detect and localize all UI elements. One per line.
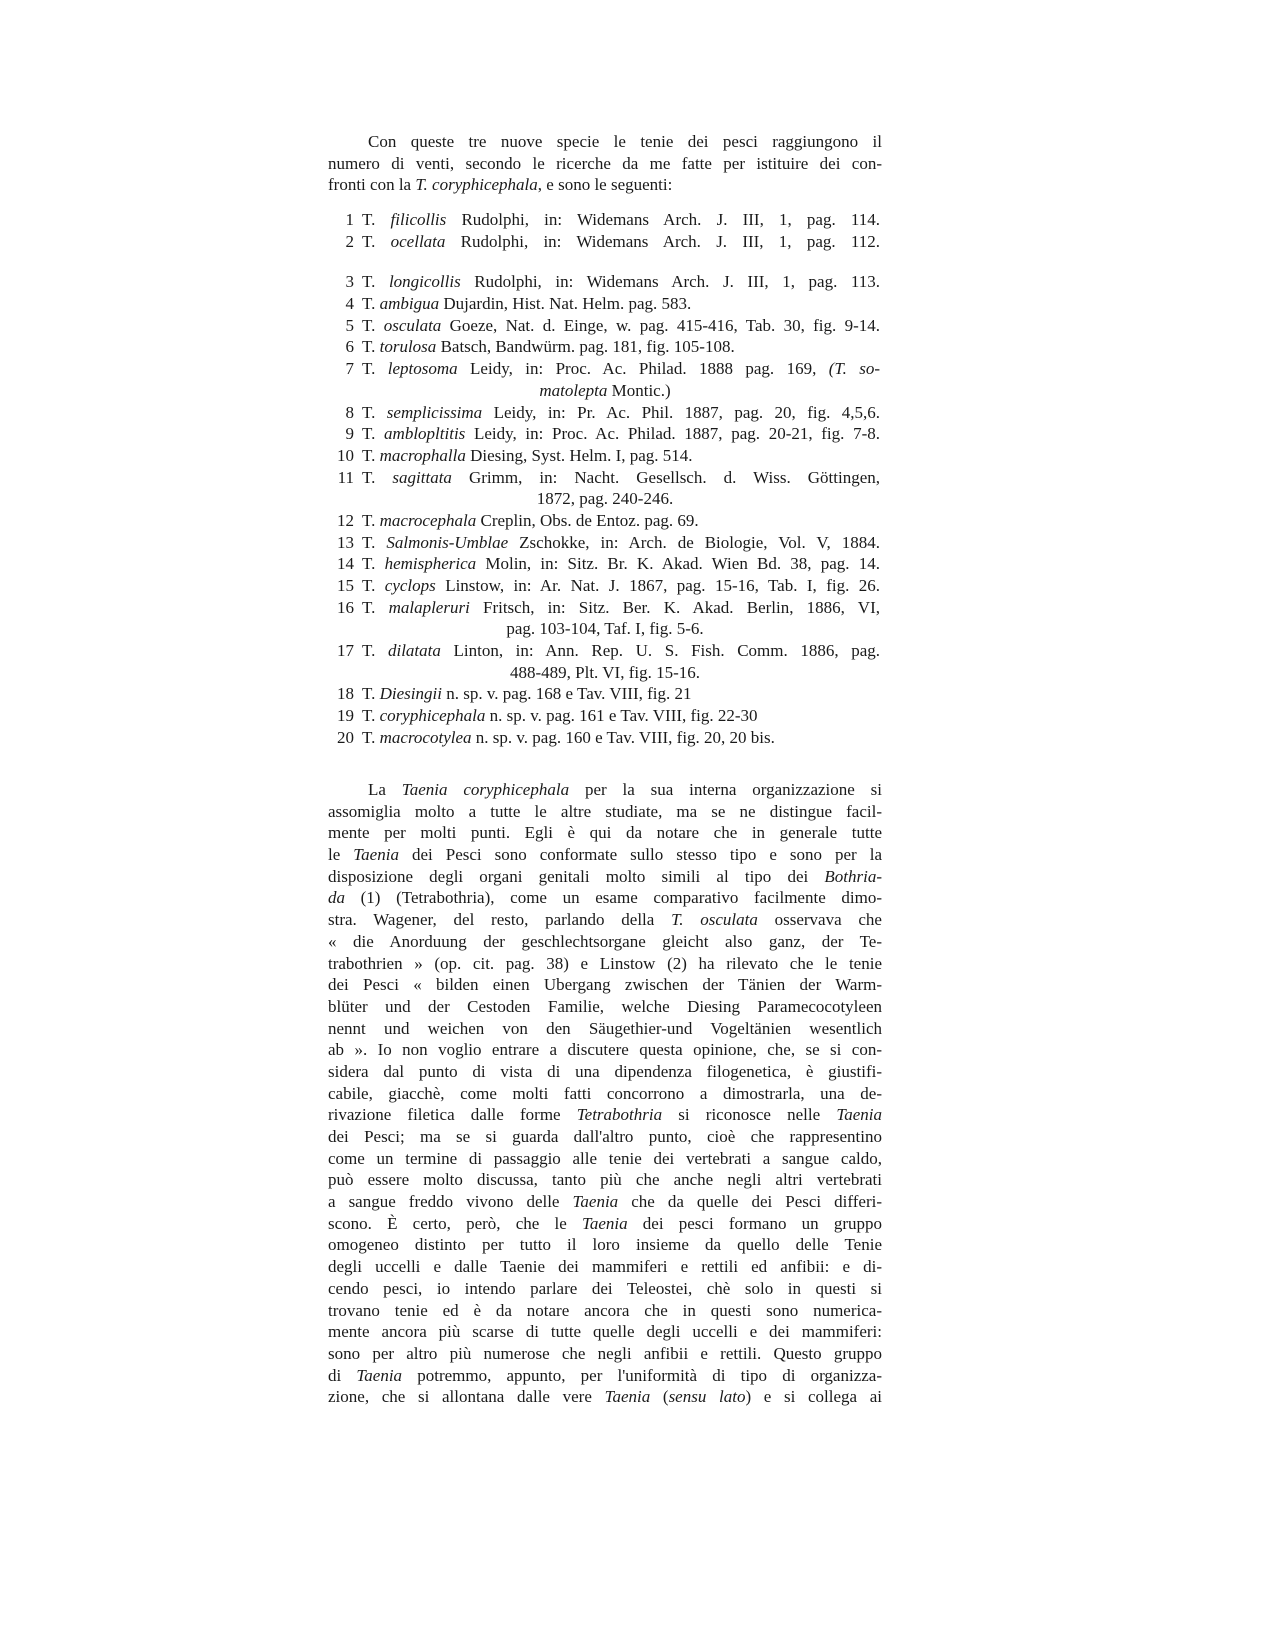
text-run: si riconosce nelle xyxy=(662,1105,837,1125)
text-line xyxy=(328,1083,882,1105)
text-run: T. xyxy=(362,706,380,726)
italic-text: filicollis xyxy=(390,210,447,229)
text-run: pag. 103-104, Taf. I, fig. 5-6. xyxy=(506,619,704,639)
text-run: Batsch, Bandwürm. pag. 181, fig. 105-108. xyxy=(436,337,735,357)
text-run: T. xyxy=(362,554,385,574)
item-number: 11 xyxy=(337,467,354,487)
italic-text: Diesingii xyxy=(379,684,442,704)
text-run: T. xyxy=(362,359,388,379)
text-run: Grimm, in: Nacht. Gesellsch. d. Wiss. Göttingen, xyxy=(451,467,880,487)
item-entry xyxy=(362,445,880,467)
italic-text: Taenia xyxy=(356,1365,403,1385)
italic-text: (T. so- xyxy=(828,359,880,379)
italic-text: macrophalla xyxy=(379,445,466,465)
text-run: Leidy, in: Pr. Ac. Phil. 1887, pag. 20, fig. 4,5,6. xyxy=(482,402,881,422)
text-line xyxy=(328,1300,882,1322)
text-line xyxy=(328,1321,882,1343)
text-line xyxy=(328,662,882,684)
item-number: 3 xyxy=(345,272,354,292)
text-run: nennt und weichen von den Säugethier-und Vogeltänien wesentlich xyxy=(328,1018,882,1038)
text-line xyxy=(328,1018,882,1040)
text-line xyxy=(328,1039,882,1061)
species-list xyxy=(328,209,882,749)
text-run: le xyxy=(328,845,354,865)
text-run: Zschokke, in: Arch. de Biologie, Vol. V, 1884. xyxy=(508,532,880,552)
item-entry xyxy=(362,336,880,358)
item-number: 13 xyxy=(337,532,354,552)
italic-text: Taenia xyxy=(572,1192,619,1212)
list-item xyxy=(328,336,882,358)
text-line xyxy=(328,618,882,640)
text-run: dei Pesci sono conformate sullo stesso tipo e sono per la xyxy=(398,845,882,865)
body-paragraph xyxy=(328,779,882,1408)
text-run: T. xyxy=(362,597,389,617)
text-run: T. xyxy=(362,315,384,335)
text-run: a sangue freddo vivono delle xyxy=(328,1192,573,1212)
text-run: Rudolphi, in: Widemans Arch. J. III, 1, pag. 114. xyxy=(446,210,880,229)
text-run: rivazione filetica dalle forme xyxy=(328,1105,577,1125)
italic-text: T. coryphicephala xyxy=(415,175,538,195)
italic-text: dilatata xyxy=(387,641,441,661)
text-run: Con queste tre nuove specie le tenie dei pesci raggiungono il xyxy=(368,132,882,151)
item-entry xyxy=(362,358,880,380)
text-run: blüter und der Cestoden Familie, welche Diesing Paramecocotyleen xyxy=(328,996,882,1016)
italic-text: semplicissima xyxy=(386,402,483,422)
italic-text: matolepta xyxy=(539,380,608,400)
italic-text: Salmonis-Umblae xyxy=(386,532,509,552)
text-line xyxy=(328,131,882,153)
list-item xyxy=(328,727,882,749)
text-run: Creplin, Obs. de Entoz. pag. 69. xyxy=(476,510,699,530)
text-run: può essere molto discussa, tanto più che anche negli altri vertebrati xyxy=(328,1170,882,1190)
text-line xyxy=(328,174,882,196)
text-run: fronti con la xyxy=(328,175,416,195)
text-run: T. xyxy=(362,510,380,530)
intro-paragraph xyxy=(328,131,882,196)
text-run: n. sp. v. pag. 161 e Tav. VIII, fig. 22-30 xyxy=(485,706,758,726)
italic-text: macrocotylea xyxy=(379,727,472,747)
text-line xyxy=(328,822,882,844)
italic-text: amblopltitis xyxy=(384,424,466,444)
text-run: Montic.) xyxy=(607,380,671,400)
text-run: dei pesci formano un gruppo xyxy=(627,1213,882,1233)
list-item xyxy=(328,293,882,315)
italic-text: malapleruri xyxy=(388,597,470,617)
text-run: Goeze, Nat. d. Einge, w. pag. 415-416, Tab. 30, fig. 9-14. xyxy=(441,315,881,335)
text-run: osservava che xyxy=(757,910,882,930)
list-item xyxy=(328,683,882,705)
text-run: scono. È certo, però, che le xyxy=(328,1213,582,1233)
item-entry xyxy=(362,209,880,231)
text-line xyxy=(328,1278,882,1300)
text-run: disposizione degli organi genitali molto simili al tipo dei xyxy=(328,866,825,886)
item-entry xyxy=(362,640,880,662)
text-run: per la sua interna organizzazione si xyxy=(569,780,883,799)
text-line xyxy=(328,1234,882,1256)
text-run: T. xyxy=(362,684,380,704)
item-entry xyxy=(362,532,880,554)
text-run: Dujardin, Hist. Nat. Helm. pag. 583. xyxy=(439,294,692,314)
text-line xyxy=(328,866,882,888)
text-run: T. xyxy=(362,231,391,251)
text-run: ab ». Io non voglio entrare a discutere questa opinione, che, se si con- xyxy=(328,1040,882,1060)
text-line xyxy=(328,779,882,801)
item-number: 4 xyxy=(345,294,354,314)
spacer xyxy=(328,252,882,271)
item-number: 15 xyxy=(337,576,354,595)
text-run: assomiglia molto a tutte le altre studiate, ma se ne distingue facil- xyxy=(328,801,882,821)
text-run: dei Pesci « bilden einen Ubergang zwischen der Tänien der Warm- xyxy=(328,975,882,995)
text-line xyxy=(328,887,882,909)
text-run: Leidy, in: Proc. Ac. Philad. 1887, pag. 20-21, fig. 7-8. xyxy=(465,424,880,444)
item-entry xyxy=(362,271,880,293)
italic-text: Tetrabothria xyxy=(576,1105,663,1125)
text-line xyxy=(328,380,882,402)
italic-text: Bothria- xyxy=(824,866,882,886)
text-run: T. xyxy=(362,727,380,747)
text-line xyxy=(328,1343,882,1365)
list-item xyxy=(328,315,882,337)
list-item xyxy=(328,510,882,532)
text-run: sono per altro più numerose che negli anfibii e rettili. Questo gruppo xyxy=(328,1343,882,1363)
italic-text: cyclops xyxy=(384,576,436,595)
text-run: T. xyxy=(362,402,387,422)
list-item xyxy=(328,640,882,662)
text-run: 488-489, Plt. VI, fig. 15-16. xyxy=(510,662,700,682)
text-run: degli uccelli e dalle Taenie dei mammiferi e rettili ed anfibii: e di- xyxy=(328,1257,882,1277)
text-run: T. xyxy=(362,272,389,292)
text-run: Fritsch, in: Sitz. Ber. K. Akad. Berlin, 1886, VI, xyxy=(469,597,880,617)
text-run: T. xyxy=(362,467,393,487)
text-run: T. xyxy=(362,210,391,229)
text-run: Leidy, in: Proc. Ac. Philad. 1888 pag. 169, xyxy=(457,359,829,379)
item-number: 10 xyxy=(337,445,354,465)
text-run: zione, che si allontana dalle vere xyxy=(328,1387,605,1407)
list-item xyxy=(328,231,882,253)
text-run: Rudolphi, in: Widemans Arch. J. III, 1, pag. 113. xyxy=(460,272,880,292)
italic-text: Taenia xyxy=(581,1213,628,1233)
text-run: Linton, in: Ann. Rep. U. S. Fish. Comm. 1886, pag. xyxy=(440,641,881,661)
text-run: ) e si collega ai xyxy=(745,1387,882,1407)
item-number: 14 xyxy=(337,554,354,574)
text-line xyxy=(328,1104,882,1126)
text-line xyxy=(328,1256,882,1278)
text-run: « die Anorduung der geschlechtsorgane gleicht also ganz, der Te- xyxy=(328,931,882,951)
item-entry xyxy=(362,467,880,489)
italic-text: ocellata xyxy=(390,231,446,251)
text-run: Diesing, Syst. Helm. I, pag. 514. xyxy=(465,445,693,465)
text-line xyxy=(328,1148,882,1170)
text-line xyxy=(328,909,882,931)
italic-text: sensu lato xyxy=(668,1387,746,1407)
italic-text: Taenia xyxy=(353,845,399,865)
italic-text: longicollis xyxy=(388,272,461,292)
text-run: Rudolphi, in: Widemans Arch. J. III, 1, pag. 112. xyxy=(445,231,880,251)
italic-text: Taenia coryphicephala xyxy=(401,780,570,799)
text-run: trovano tenie ed è da notare ancora che in questi sono numerica- xyxy=(328,1300,882,1320)
text-run: cabile, giacchè, come molti fatti concorrono a dimostrarla, una de- xyxy=(328,1083,882,1103)
text-run: mente per molti punti. Egli è qui da notare che in generale tutte xyxy=(328,823,882,843)
text-run: dei Pesci; ma se si guarda dall'altro punto, cioè che rappresentino xyxy=(328,1127,882,1146)
item-number: 6 xyxy=(345,337,354,357)
list-item xyxy=(328,445,882,467)
item-entry xyxy=(362,402,880,424)
italic-text: osculata xyxy=(383,315,442,335)
text-run: , e sono le seguenti: xyxy=(537,175,673,195)
text-run: ( xyxy=(650,1387,669,1407)
text-run: come un termine di passaggio alle tenie dei vertebrati a sangue caldo, xyxy=(328,1148,882,1168)
list-item xyxy=(328,553,882,575)
text-run: n. sp. v. pag. 160 e Tav. VIII, fig. 20, 20 bis. xyxy=(471,727,775,747)
item-number: 19 xyxy=(337,706,354,726)
italic-text: macrocephala xyxy=(379,510,477,530)
item-entry xyxy=(362,683,880,705)
italic-text: T. osculata xyxy=(671,910,758,930)
item-entry xyxy=(362,553,880,575)
item-entry xyxy=(362,231,880,253)
italic-text: Taenia xyxy=(604,1387,651,1407)
text-run: 1872, pag. 240-246. xyxy=(536,489,674,509)
item-entry xyxy=(362,293,880,315)
italic-text: leptosoma xyxy=(387,359,458,379)
text-run: omogeneo distinto per tutto il loro insieme da quello delle Tenie xyxy=(328,1235,882,1255)
text-line xyxy=(328,974,882,996)
item-number: 12 xyxy=(337,510,354,530)
text-run: potremmo, appunto, per l'uniformità di tipo di organizza- xyxy=(402,1365,882,1385)
text-run: T. xyxy=(362,337,380,357)
list-item xyxy=(328,209,882,231)
item-number: 7 xyxy=(345,359,354,379)
text-line xyxy=(328,1061,882,1083)
list-item xyxy=(328,467,882,489)
list-item xyxy=(328,597,882,619)
list-item xyxy=(328,358,882,380)
text-run: (1) (Tetrabothria), come un esame comparativo facilmente dimo- xyxy=(345,888,882,908)
text-line xyxy=(328,801,882,823)
text-line xyxy=(328,996,882,1018)
item-entry xyxy=(362,315,880,337)
item-entry xyxy=(362,597,880,619)
text-line xyxy=(328,953,882,975)
text-line xyxy=(328,1213,882,1235)
text-line xyxy=(328,1191,882,1213)
text-line xyxy=(328,1169,882,1191)
text-line xyxy=(328,844,882,866)
italic-text: sagittata xyxy=(392,467,452,487)
list-item xyxy=(328,423,882,445)
text-line xyxy=(328,931,882,953)
text-line xyxy=(328,1365,882,1387)
text-run: Linstow, in: Ar. Nat. J. 1867, pag. 15-16, Tab. I, fig. 26. xyxy=(435,576,880,595)
text-run: cendo pesci, io intendo parlare dei Teleostei, chè solo in questi si xyxy=(328,1278,882,1298)
item-number: 20 xyxy=(337,727,354,747)
text-run: T. xyxy=(362,576,385,595)
text-run: Molin, in: Sitz. Br. K. Akad. Wien Bd. 38, pag. 14. xyxy=(476,554,881,574)
italic-text: torulosa xyxy=(379,337,437,357)
italic-text: coryphicephala xyxy=(379,706,486,726)
text-run: mente ancora più scarse di tutte quelle degli uccelli e dei mammiferi: xyxy=(328,1322,882,1342)
text-run: T. xyxy=(362,424,385,444)
item-number: 16 xyxy=(337,597,354,617)
text-run: che da quelle dei Pesci differi- xyxy=(618,1192,882,1212)
text-run: T. xyxy=(362,641,388,661)
text-run: T. xyxy=(362,294,380,314)
italic-text: hemispherica xyxy=(384,554,477,574)
text-line xyxy=(328,153,882,175)
item-entry xyxy=(362,510,880,532)
text-run: La xyxy=(368,780,402,799)
italic-text: Taenia xyxy=(836,1105,882,1125)
item-number: 5 xyxy=(345,315,354,335)
list-item xyxy=(328,575,882,597)
text-run: stra. Wagener, del resto, parlando della xyxy=(328,910,672,930)
text-run: trabothrien » (op. cit. pag. 38) e Linstow (2) ha rilevato che le tenie xyxy=(328,953,882,973)
list-item xyxy=(328,402,882,424)
text-run: sidera dal punto di vista di una dipendenza filogenetica, è giustifi- xyxy=(328,1061,882,1081)
text-line xyxy=(328,1386,882,1408)
item-number: 1 xyxy=(345,210,354,229)
text-run: T. xyxy=(362,532,387,552)
italic-text: da xyxy=(328,888,345,908)
italic-text: ambigua xyxy=(379,294,440,314)
text-run: n. sp. v. pag. 168 e Tav. VIII, fig. 21 xyxy=(441,684,692,704)
text-run: T. xyxy=(362,445,380,465)
item-number: 2 xyxy=(345,231,354,251)
item-entry xyxy=(362,423,880,445)
item-entry xyxy=(362,575,880,597)
list-item xyxy=(328,532,882,554)
item-number: 17 xyxy=(337,641,354,661)
text-run: numero di venti, secondo le ricerche da me fatte per istituire dei con- xyxy=(328,153,882,173)
item-entry xyxy=(362,705,880,727)
text-line xyxy=(328,1126,882,1148)
item-number: 9 xyxy=(345,424,354,444)
list-item xyxy=(328,705,882,727)
list-item xyxy=(328,271,882,293)
item-number: 8 xyxy=(345,402,354,422)
item-entry xyxy=(362,727,880,749)
text-run: di xyxy=(328,1365,357,1385)
text-line xyxy=(328,488,882,510)
item-number: 18 xyxy=(337,684,354,704)
